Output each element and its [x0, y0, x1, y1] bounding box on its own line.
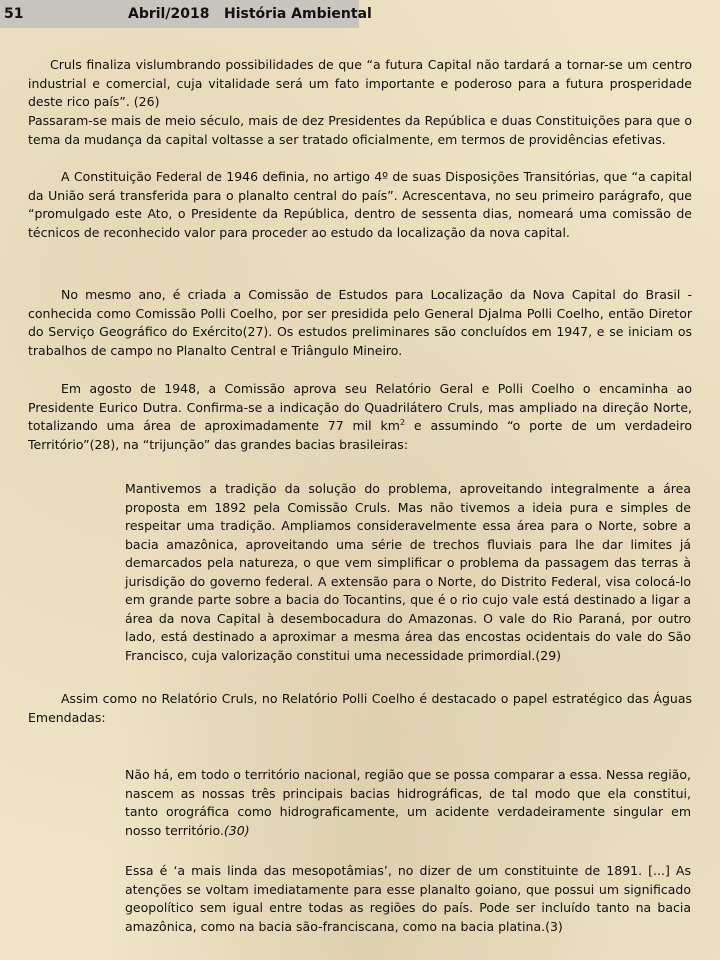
paragraph-cruls-conclusion: Cruls finaliza vislumbrando possibilidades de que “a futura Capital não tardará a tornar-se um centro industrial e comercial, cuja vitalidade será um fato importante e poderoso para a futura prosperidade deste rico país”. (26) [28, 57, 692, 109]
paragraph-commission-text: No mesmo ano, é criada a Comissão de Estudos para Localização da Nova Capital do Brasil - conhecida como Comissão Polli Coelho, por ser presidida pelo General Djalma Polli Coelho, então Diretor do Serviço Geográfico do Exército(27). Os estudos preliminares são concluídos em 1947, e se iniciam os trabalhos de campo no Planalto Central e Triângulo Mineiro. [28, 287, 692, 358]
paragraph-report-1948-text: Em agosto de 1948, a Comissão aprova seu Relatório Geral e Polli Coelho o encaminha ao Presidente Eurico Dutra. Confirma-se a indicação do Quadrilátero Cruls, mas ampliado na direção Norte, totalizando uma área de aproximadamente 77 mil km [28, 381, 692, 433]
issue-date: Abril/2018 [128, 6, 210, 22]
page-number: 51 [4, 6, 24, 22]
blockquote-regiao-text: Não há, em todo o território nacional, região que se possa comparar a essa. Nessa região, nascem as nossas três principais bacias hidrográficas, de tal modo que ela constitui, tanto orográfica como hidrograficamente, um acidente verdadeiramente singular em nosso território. [125, 767, 691, 838]
paragraph-report-1948 [28, 380, 692, 454]
paragraph-commission [28, 286, 692, 360]
paragraph-aguas-emendadas: Assim como no Relatório Cruls, no Relatório Polli Coelho é destacado o papel estratégico das Águas Emendadas: [28, 691, 692, 725]
section-title: História Ambiental [224, 6, 372, 22]
superscript-2: 2 [399, 417, 406, 427]
paragraph-report-1948-end: e assumindo “o porte de um verdadeiro Território”(28), na “trijunção” das grandes bacias brasileiras: [28, 418, 692, 452]
paragraph-half-century: Passaram-se mais de meio século, mais de dez Presidentes da República e duas Constituições para que o tema da mudança da capital voltasse a ser tratado oficialmente, em termos de providências efetivas. [28, 113, 692, 147]
paragraph-constitution-1946: A Constituição Federal de 1946 definia, no artigo 4º de suas Disposições Transitórias, que “a capital da União será transferida para o planalto central do país”. Acrescentava, no seu primeiro parágrafo, que “promulgado este Ato, o Presidente da República, dentro de sessenta dias, nomeará uma comissão de técnicos de reconhecido valor para proceder ao estudo da localização da nova capital. [28, 169, 692, 240]
blockquote-mesopotamia: Essa é ‘a mais linda das mesopotâmias’, no dizer de um constituinte de 1891. [...] As atenções se voltam imediatamente para esse planalto goiano, que possui um significado geopolítico sem igual entre todas as regiões do país. Pode ser incluído tanto na bacia amazônica, como na bacia são-franciscana, como na bacia platina.(3) [125, 863, 691, 934]
blockquote-regiao-ref: (30) [223, 822, 250, 838]
blockquote-regiao [125, 766, 691, 840]
blockquote-polli-coelho: Mantivemos a tradição da solução do problema, aproveitando integralmente a área proposta em 1892 pela Comissão Cruls. Mas não tivemos a ideia pura e simples de respeitar uma tradição. Ampliamos consideravelmente essa área para o Norte, sobre a bacia amazônica, aproveitando uma série de trechos fluviais para lhe dar limites já demarcados pela natureza, o que vem simplificar o problema da passagem das terras à jurisdição do governo federal. A extensão para o Norte, do Distrito Federal, visa colocá-lo em grande parte sobre a bacia do Tocantins, que é o rio cujo vale está destinado a ligar a área da nova Capital à desembocadura do Amazonas. O vale do Rio Paraná, por outro lado, está destinado a aproximar a mesma área das encostas ocidentais do vale do São Francisco, cuja valorização constitui uma necessidade primordial.(29) [125, 481, 691, 663]
